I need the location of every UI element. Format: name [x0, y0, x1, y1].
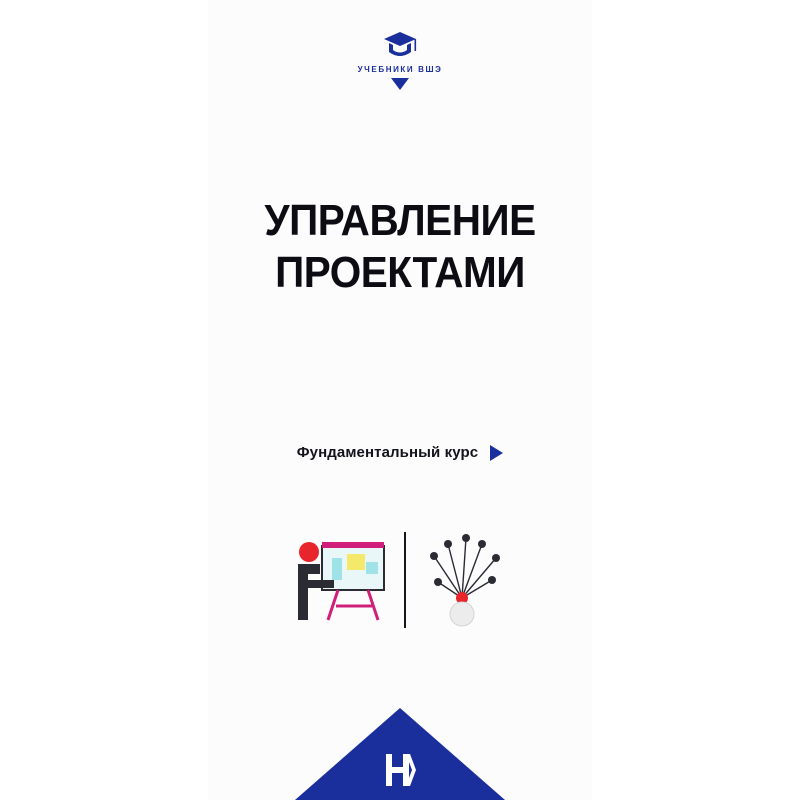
cover-subtitle	[208, 444, 592, 461]
triangle-right-icon	[490, 445, 503, 461]
triangle-down-icon	[391, 78, 409, 90]
subtitle-text: Фундаментальный курс	[296, 444, 479, 461]
cover-canvas	[208, 0, 592, 800]
bottom-publisher-mark	[208, 690, 592, 800]
presenter-at-flipchart-icon	[292, 528, 388, 632]
publisher-caption: УЧЕБНИКИ ВШЭ	[357, 65, 443, 74]
hse-graduation-cap-icon	[380, 30, 420, 62]
cover-illustration	[208, 520, 592, 640]
triangle-up-shape	[295, 708, 505, 800]
title-line-1: УПРАВЛЕНИЕ	[264, 196, 536, 245]
publisher-mark	[208, 30, 592, 90]
illustration-divider	[404, 532, 406, 628]
hse-logo-icon	[382, 750, 418, 790]
cover-title	[208, 195, 592, 299]
title-line-2: ПРОЕКТАМИ	[275, 247, 525, 297]
network-nodes-icon	[422, 528, 508, 632]
